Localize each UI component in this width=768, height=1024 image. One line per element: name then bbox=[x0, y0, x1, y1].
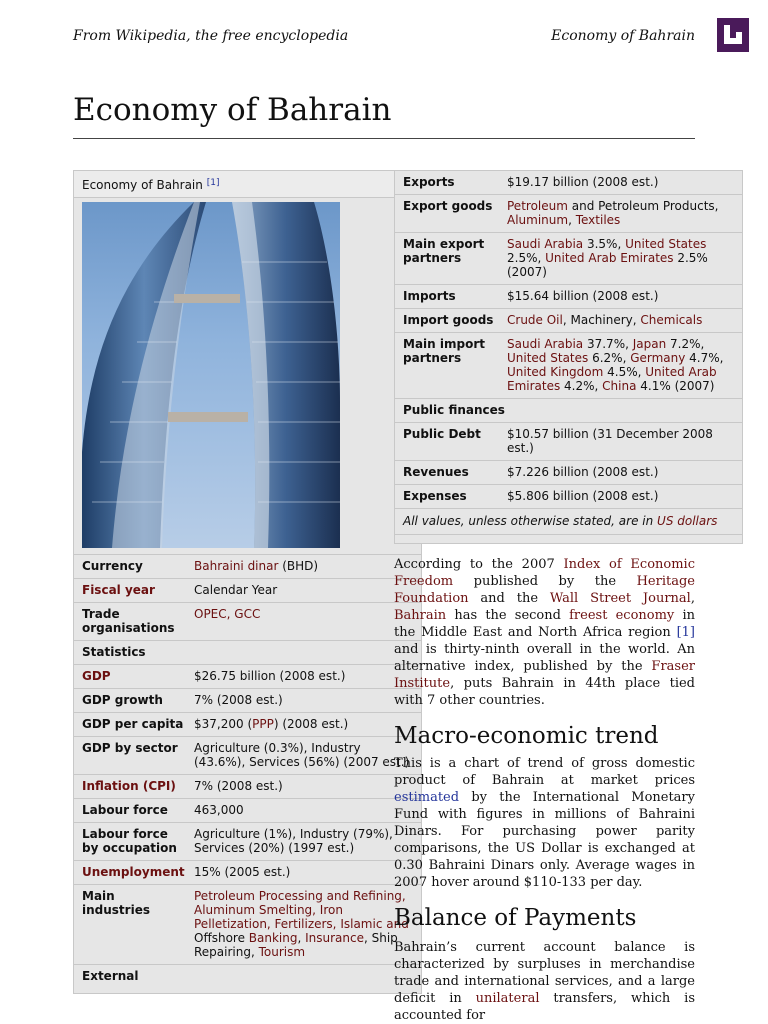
label: Expenses bbox=[403, 489, 467, 503]
row-currency bbox=[74, 554, 421, 578]
row-labour-force bbox=[74, 798, 421, 822]
note-text: All values, unless otherwise stated, are in bbox=[403, 514, 658, 528]
value: 7.2%, bbox=[666, 337, 705, 351]
value: 463,000 bbox=[194, 803, 244, 817]
value: and Petroleum Products, bbox=[567, 199, 719, 213]
insurance-link[interactable]: Insurance bbox=[305, 931, 364, 945]
label: Main bbox=[82, 889, 115, 903]
petroleum-link[interactable]: Petroleum bbox=[507, 199, 568, 213]
running-title: Economy of Bahrain bbox=[551, 28, 695, 44]
section-label: External bbox=[82, 969, 139, 983]
label: GDP growth bbox=[82, 693, 163, 707]
tourism-link[interactable]: Tourism bbox=[258, 945, 306, 959]
row-external-header bbox=[74, 964, 421, 993]
value: , Ship bbox=[364, 931, 398, 945]
value: $5.806 billion (2008 est.) bbox=[507, 489, 659, 503]
text: published by the bbox=[453, 574, 637, 589]
petroleum-processing-link[interactable]: Petroleum Processing and Refining, bbox=[194, 889, 406, 903]
label: industries bbox=[82, 903, 150, 917]
section-heading-macro: Macro-economic trend bbox=[394, 723, 659, 749]
text: and the bbox=[468, 591, 550, 606]
text: transfers, which is accounted for bbox=[394, 991, 695, 1023]
value: $19.17 billion (2008 est.) bbox=[507, 175, 659, 189]
index-of-economic-freedom-link[interactable]: Index of Economic Freedom bbox=[394, 557, 695, 589]
title-divider bbox=[73, 138, 695, 139]
value: 4.2%, bbox=[560, 379, 603, 393]
section-label: Public finances bbox=[403, 403, 505, 417]
label: Imports bbox=[403, 289, 456, 303]
label: Trade bbox=[82, 607, 120, 621]
united-states-link[interactable]: United States bbox=[507, 351, 589, 365]
cpi-link[interactable]: CPI bbox=[148, 779, 171, 793]
row-unemployment bbox=[74, 860, 421, 884]
label: Revenues bbox=[403, 465, 469, 479]
row-fiscal-year bbox=[74, 578, 421, 602]
source-line: From Wikipedia, the free encyclopedia bbox=[73, 28, 349, 44]
inflation-link[interactable]: ) bbox=[170, 779, 176, 793]
freest-economy-link[interactable]: freest economy bbox=[569, 608, 675, 623]
label: Currency bbox=[82, 559, 143, 573]
germany-link[interactable]: Germany bbox=[630, 351, 686, 365]
bahrain-link[interactable]: Bahrain bbox=[394, 608, 447, 623]
gdp-link[interactable]: GDP bbox=[82, 669, 111, 683]
bahraini-dinar-link[interactable]: Bahraini dinar bbox=[194, 559, 279, 573]
row-main-export-partners bbox=[395, 232, 742, 284]
text: According to the 2007 bbox=[394, 557, 564, 572]
value: $10.57 billion (31 December 2008 est.) bbox=[507, 427, 713, 455]
infobox-caption bbox=[74, 171, 421, 198]
label: Public Debt bbox=[403, 427, 481, 441]
row-export-goods bbox=[395, 194, 742, 232]
row-statistics-header bbox=[74, 640, 421, 664]
section-label: Statistics bbox=[82, 645, 146, 659]
text: has the second bbox=[446, 608, 570, 623]
row-gdp-per-capita bbox=[74, 712, 421, 736]
value: $37,200 ( bbox=[194, 717, 253, 731]
saudi-arabia-link[interactable]: Saudi Arabia bbox=[507, 237, 584, 251]
text: by the International Monetary Fund with figures in millions of Bahraini Dinars. For purchasing power parity comparisons, the US Dollar is exchanged at 0.30 Bahraini Dinars only. Average wages in 2007 hover around $110-133 per day. bbox=[394, 790, 695, 890]
value: 7% (2008 est.) bbox=[194, 779, 283, 793]
estimated-link[interactable]: estimated bbox=[394, 790, 460, 805]
pelletization-link[interactable]: Pelletization, Fertilizers, Islamic and bbox=[194, 917, 409, 931]
text: in the Middle East and North Africa region bbox=[394, 608, 695, 640]
textiles-link[interactable]: Textiles bbox=[575, 213, 621, 227]
text: and is thirty-ninth overall in the world. An alternative index, published by the bbox=[394, 642, 695, 674]
opec-gcc-link[interactable]: OPEC, GCC bbox=[194, 607, 261, 621]
text: Bahrain’s current account balance is characterized by surpluses in merchandise trade and international services, and a large deficit in bbox=[394, 940, 695, 1006]
text: , puts Bahrain in 44th place tied with 7 other countries. bbox=[394, 676, 695, 708]
reference-link[interactable]: [1] bbox=[676, 625, 695, 640]
row-gdp-by-sector bbox=[74, 736, 421, 774]
aluminum-smelting-link[interactable]: Aluminum Smelting, Iron bbox=[194, 903, 343, 917]
label: by occupation bbox=[82, 841, 177, 855]
value: 2.5% (2007) bbox=[507, 251, 708, 279]
value: Agriculture (0.3%), Industry bbox=[194, 741, 361, 755]
row-public-finances-header bbox=[395, 398, 742, 422]
currency-note bbox=[395, 508, 742, 534]
value: (43.6%), Services (56%) (2007 est.) bbox=[194, 755, 410, 769]
text: This is a chart of trend of gross domestic product of Bahrain at market prices bbox=[394, 756, 695, 788]
label: GDP per capita bbox=[82, 717, 184, 731]
value: 15% (2005 est.) bbox=[194, 865, 291, 879]
infobox-right bbox=[394, 170, 743, 544]
balance-paragraph bbox=[394, 939, 695, 1024]
row-gdp-growth bbox=[74, 688, 421, 712]
value: Repairing, bbox=[194, 945, 259, 959]
label: Main import partners bbox=[403, 337, 485, 365]
value: 2.5%, bbox=[507, 251, 546, 265]
value: 4.1% (2007) bbox=[636, 379, 715, 393]
intro-paragraph bbox=[394, 556, 695, 709]
united-states-link[interactable]: United States bbox=[625, 237, 707, 251]
label: Main export partners bbox=[403, 237, 485, 265]
text: , bbox=[690, 591, 695, 606]
value: 4.7%, bbox=[685, 351, 724, 365]
bahrain-world-trade-center-photo bbox=[82, 202, 340, 548]
caption-reference-link[interactable]: [1] bbox=[206, 178, 220, 188]
fraser-institute-link[interactable]: Fraser Institute bbox=[394, 659, 695, 691]
value: 4.5%, bbox=[603, 365, 646, 379]
uae-link[interactable]: United Arab Emirates bbox=[545, 251, 674, 265]
value: $26.75 billion (2008 est.) bbox=[194, 669, 346, 683]
us-dollars-link[interactable]: US dollars bbox=[657, 514, 718, 528]
japan-link[interactable]: Japan bbox=[632, 337, 667, 351]
value: 6.2%, bbox=[588, 351, 631, 365]
infobox-footer bbox=[395, 534, 742, 543]
united-kingdom-link[interactable]: United Kingdom bbox=[507, 365, 604, 379]
macro-paragraph bbox=[394, 755, 695, 891]
value: $7.226 billion (2008 est.) bbox=[507, 465, 659, 479]
label: Exports bbox=[403, 175, 455, 189]
logo-icon bbox=[717, 18, 749, 52]
section-heading-balance: Balance of Payments bbox=[394, 905, 637, 931]
label: Import goods bbox=[403, 313, 494, 327]
value: (BHD) bbox=[278, 559, 319, 573]
unilateral-link[interactable]: unilateral bbox=[475, 991, 540, 1006]
china-link[interactable]: China bbox=[602, 379, 637, 393]
row-trade-organisations bbox=[74, 602, 421, 640]
ppp-link[interactable]: PPP bbox=[252, 717, 274, 731]
row-main-import-partners bbox=[395, 332, 742, 398]
label: Export goods bbox=[403, 199, 493, 213]
heritage-foundation-link[interactable]: Heritage Foundation bbox=[394, 574, 695, 606]
value: $15.64 billion (2008 est.) bbox=[507, 289, 659, 303]
uae-link[interactable]: United Arab Emirates bbox=[507, 365, 717, 393]
row-imports bbox=[395, 284, 742, 308]
label: GDP by sector bbox=[82, 741, 178, 755]
row-labour-by-occupation bbox=[74, 822, 421, 860]
value: Offshore bbox=[194, 931, 249, 945]
value: , bbox=[568, 213, 576, 227]
label: Labour force bbox=[82, 827, 168, 841]
row-expenses bbox=[395, 484, 742, 508]
wall-street-journal-link[interactable]: Wall Street Journal bbox=[549, 591, 691, 606]
fiscal-year-link[interactable]: Fiscal year bbox=[82, 583, 155, 597]
row-exports bbox=[395, 171, 742, 194]
value: , bbox=[297, 931, 306, 945]
page-title: Economy of Bahrain bbox=[73, 92, 392, 128]
value: 3.5%, bbox=[583, 237, 626, 251]
row-revenues bbox=[395, 460, 742, 484]
label: organisations bbox=[82, 621, 175, 635]
unemployment-link[interactable]: Unemployment bbox=[82, 865, 185, 879]
aluminum-link[interactable]: Aluminum bbox=[507, 213, 569, 227]
row-import-goods bbox=[395, 308, 742, 332]
inflation-link[interactable]: Inflation ( bbox=[82, 779, 149, 793]
row-inflation bbox=[74, 774, 421, 798]
crude-oil-link[interactable]: Crude Oil bbox=[507, 313, 563, 327]
value: Services (20%) (1997 est.) bbox=[194, 841, 355, 855]
value: Calendar Year bbox=[194, 583, 278, 597]
value: 37.7%, bbox=[583, 337, 633, 351]
banking-link[interactable]: Banking bbox=[248, 931, 298, 945]
row-main-industries bbox=[74, 884, 421, 964]
saudi-arabia-link[interactable]: Saudi Arabia bbox=[507, 337, 584, 351]
row-gdp bbox=[74, 664, 421, 688]
value: , Machinery, bbox=[562, 313, 641, 327]
value: ) (2008 est.) bbox=[273, 717, 349, 731]
caption-text: Economy of Bahrain bbox=[82, 178, 203, 192]
value: 7% (2008 est.) bbox=[194, 693, 283, 707]
row-public-debt bbox=[395, 422, 742, 460]
infobox-left bbox=[73, 170, 422, 994]
value: Agriculture (1%), Industry (79%), bbox=[194, 827, 393, 841]
label: Labour force bbox=[82, 803, 168, 817]
chemicals-link[interactable]: Chemicals bbox=[640, 313, 703, 327]
